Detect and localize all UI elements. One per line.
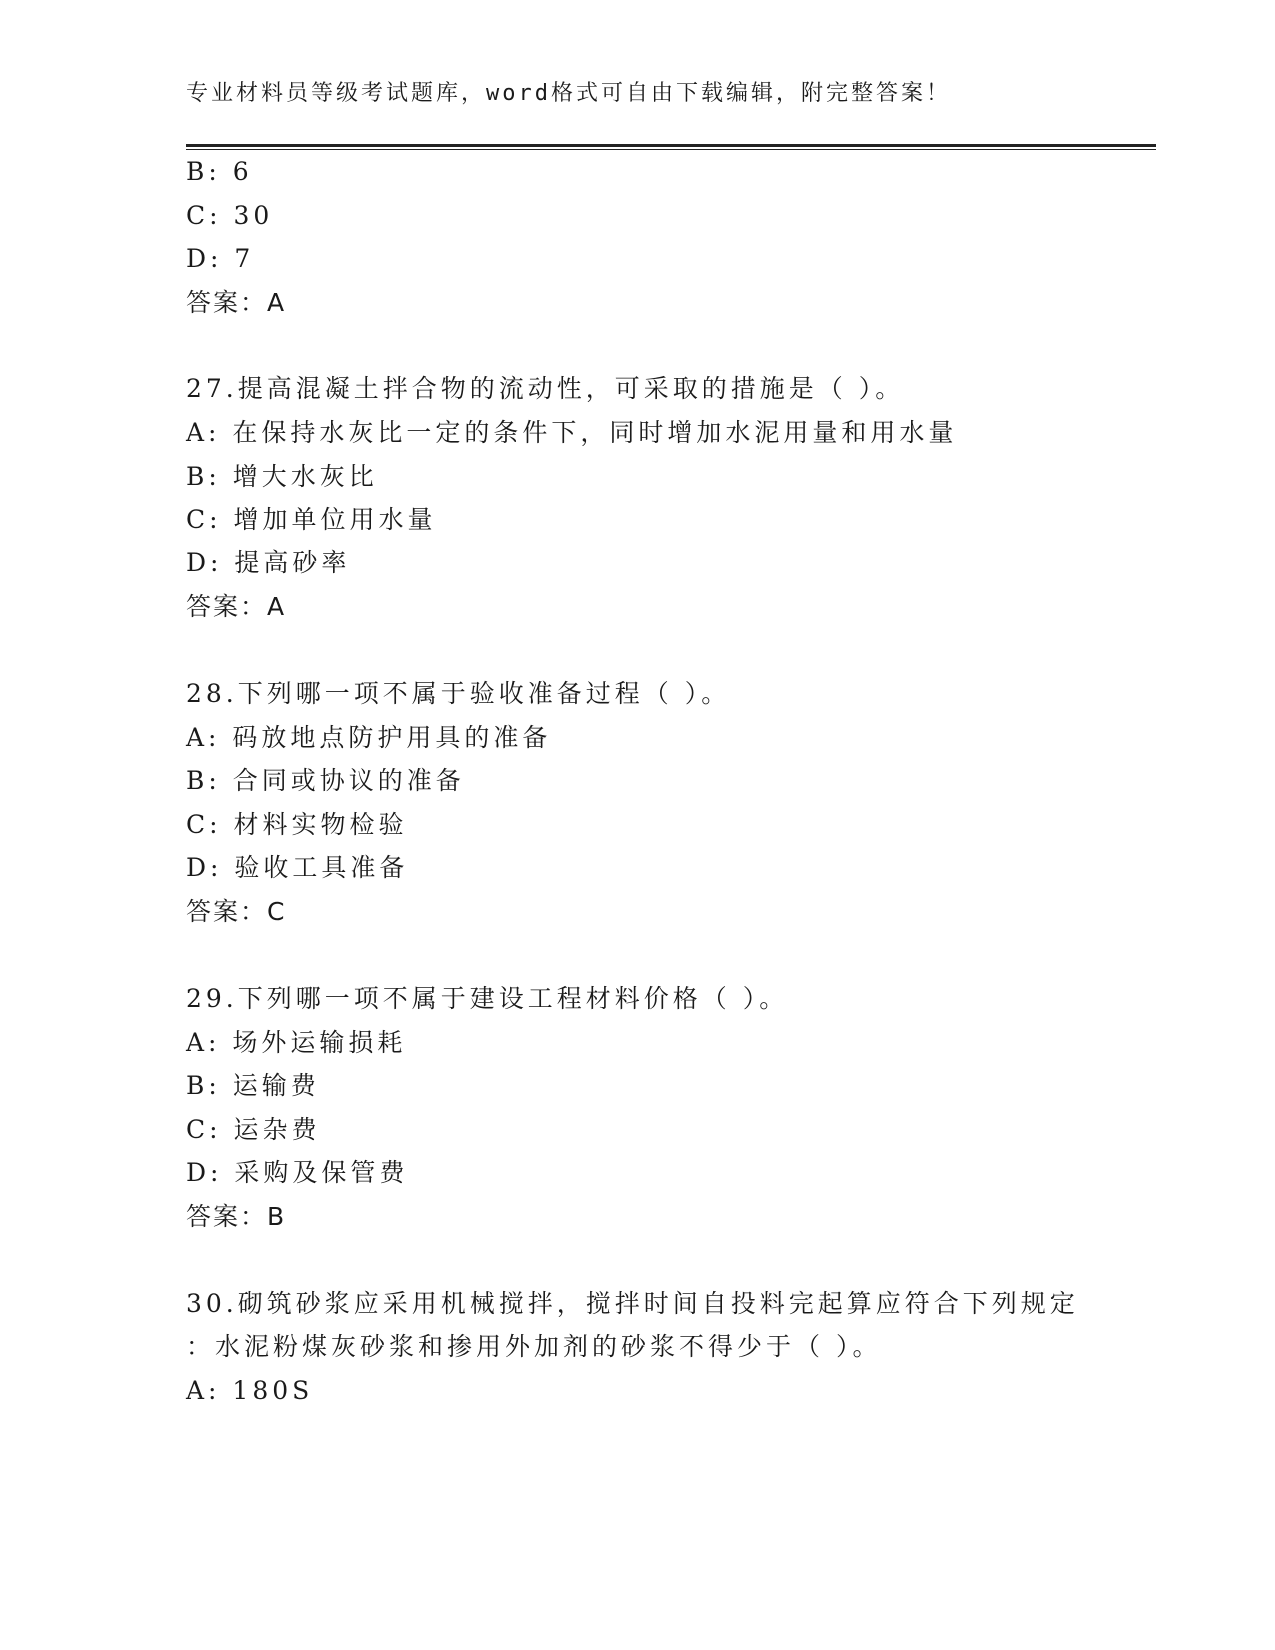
answer-line: 答案：A: [186, 288, 287, 317]
question-29-text: 29.下列哪一项不属于建设工程材料价格（ ）。: [186, 984, 789, 1013]
header-divider: [186, 144, 1156, 150]
question-28-option-a: A: 码放地点防护用具的准备: [186, 723, 552, 752]
question-27-option-a: A: 在保持水灰比一定的条件下，同时增加水泥用量和用水量: [186, 418, 958, 447]
question-27-option-d: D: 提高砂率: [186, 548, 351, 577]
question-29-option-c: C: 运杂费: [186, 1115, 321, 1144]
question-28-option-d: D: 验收工具准备: [186, 853, 409, 882]
question-28-text: 28.下列哪一项不属于验收准备过程（ ）。: [186, 679, 731, 708]
question-28-option-b: B: 合同或协议的准备: [186, 766, 465, 795]
question-28-answer: 答案：C: [186, 897, 287, 926]
option-d: D: 7: [186, 244, 255, 273]
question-30-text-line1: 30.砌筑砂浆应采用机械搅拌，搅拌时间自投料完起算应符合下列规定: [186, 1289, 1079, 1318]
question-29-option-a: A: 场外运输损耗: [186, 1028, 407, 1057]
question-30-text-line2: ：水泥粉煤灰砂浆和掺用外加剂的砂浆不得少于（ ）。: [186, 1332, 882, 1361]
page-header: 专业材料员等级考试题库，word格式可自由下载编辑，附完整答案！: [186, 81, 951, 106]
question-29-answer: 答案：B: [186, 1202, 287, 1231]
question-27-option-b: B: 增大水灰比: [186, 462, 378, 491]
option-c: C: 30: [186, 201, 274, 230]
question-29-option-d: D: 采购及保管费: [186, 1158, 409, 1187]
question-28-option-c: C: 材料实物检验: [186, 810, 408, 839]
option-b: B: 6: [186, 157, 253, 186]
question-27-option-c: C: 增加单位用水量: [186, 505, 437, 534]
question-29-option-b: B: 运输费: [186, 1071, 320, 1100]
question-27-answer: 答案：A: [186, 592, 287, 621]
question-27-text: 27.提高混凝土拌合物的流动性，可采取的措施是（ ）。: [186, 374, 905, 403]
question-30-option-a: A: 180S: [186, 1376, 314, 1405]
